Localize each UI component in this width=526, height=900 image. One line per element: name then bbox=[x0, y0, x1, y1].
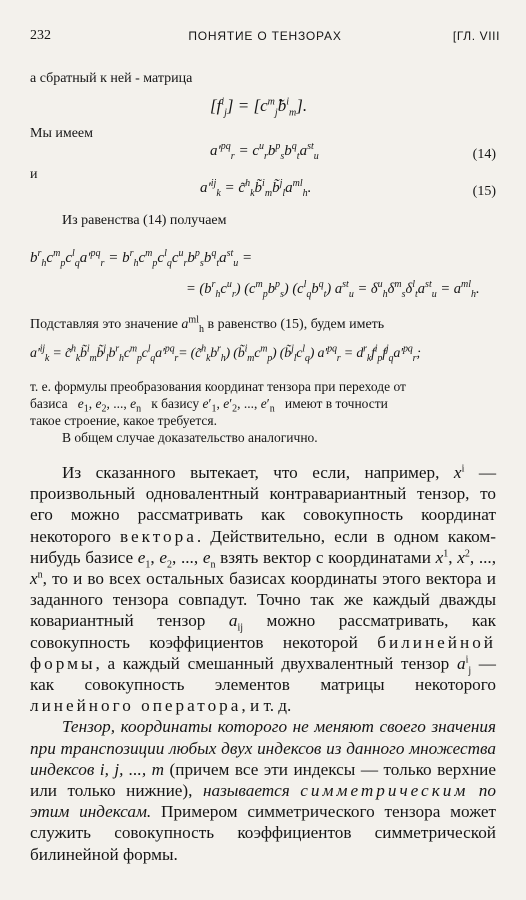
paragraph-2: Тензор, координаты которого не меняют своего значения при транспозиции любых двух индексов из данного множества индексов i, j, ..., m (причем все эти индексы — только верхние или только нижние), называется симметрическим по этим индексам. Примером симметрического тензора может служить совокупность коэффициентов симметрической билинейной формы. bbox=[30, 717, 496, 864]
from-equation-text: Из равенства (14) получаем bbox=[62, 213, 227, 228]
conclusion-line-1: т. е. формулы преобразования координат тензора при переходе от bbox=[30, 379, 406, 394]
conclusion-block bbox=[30, 378, 498, 446]
equation-15-number: (15) bbox=[472, 184, 496, 199]
paragraph-1: Из сказанного вытекает, что если, например, $x^i$ — произвольный одновалентный контравариантный тензор, то его можно рассматривать как совокупность координат некоторого вектора. Действительно, если в одном каком-нибудь базисе $e_1$, $e_2$, ..., $e_n$ взять вектор с координатами $x^1$, $x^2$, ..., $x^n$, то и во всех остальных базисах координаты этого вектора и заданного тензора совпадут. Точно так же каждый дважды ковариантный тензор $a_{ij}$ можно рассматривать, как совокупность коэффициентов некоторой билинейной формы, а каждый смешанный двухвалентный тензор $a^i_j$ — как совокупность элементов матрицы некоторого линейного оператора, и т. д. bbox=[30, 463, 497, 716]
substitution-text: Подставляя это значение $a^{ml}_h$ в равенство (15), будем иметь bbox=[30, 314, 385, 335]
conclusion-line-3: такое строение, какое требуется. bbox=[30, 413, 217, 428]
matrix-equation: $[f^i_j] = [c^m_jb^i_m]$. bbox=[210, 96, 308, 119]
equation-15: $a'^{ij}_k$ = $c̃^h_kb̃^i_mb̃^j_la^{ml}_h$. bbox=[200, 178, 312, 199]
running-title: ПОНЯТИЕ О ТЕНЗОРАХ bbox=[188, 29, 342, 43]
chapter-label: [ГЛ. VIII bbox=[452, 29, 500, 43]
running-header bbox=[30, 28, 500, 46]
equation-14: $a'^{pq}_r = c^u_rb^p_sb^q_ta^{st}_u$ bbox=[210, 141, 319, 162]
derivation-line-3: $a'^{ij}_k$ = $c̃^h_kb̃^i_mb̃^j_lb^r_hc^m_pc^l_qa'^{pq}_r=$ $(c̃^h_kb^r_h)$ $(b̃^i_mc^m_p)$ $(b̃^j_lc^l_q) a'^{pq}_r = d^r_kf^i_pf^j_qa'^{pq}_r$; bbox=[30, 343, 421, 364]
body-text bbox=[30, 462, 496, 865]
conclusion-line-2: базиса $e_1$, $e_2$, ..., $e_n$ к базису $e'_1$, $e'_2$, ..., $e'_n$ имеют в точности bbox=[30, 396, 388, 415]
we-have-text: Мы имеем bbox=[30, 126, 93, 141]
intro-line: а сбратный к ней - матрица bbox=[30, 71, 193, 86]
general-case-line: В общем случае доказательство аналогично. bbox=[62, 430, 318, 445]
and-text: и bbox=[30, 167, 38, 182]
derivation-line-2: = $(b^r_hc^u_r)$ $(c^m_pb^p_s)$ $(c^l_qb^q_t) a^{st}_u = \delta^u_h\delta^m_s\delta^l_ta^{st}_u = a^{ml}_h$. bbox=[186, 279, 480, 300]
derivation-line-1: $b^r_hc^m_pc^l_qa'^{pq}_r = b^r_hc^m_pc^l_qc^u_rb^p_sb^q_ta^{st}_u$ = bbox=[30, 248, 253, 269]
equation-14-number: (14) bbox=[472, 147, 496, 162]
page-number: 232 bbox=[30, 28, 51, 43]
